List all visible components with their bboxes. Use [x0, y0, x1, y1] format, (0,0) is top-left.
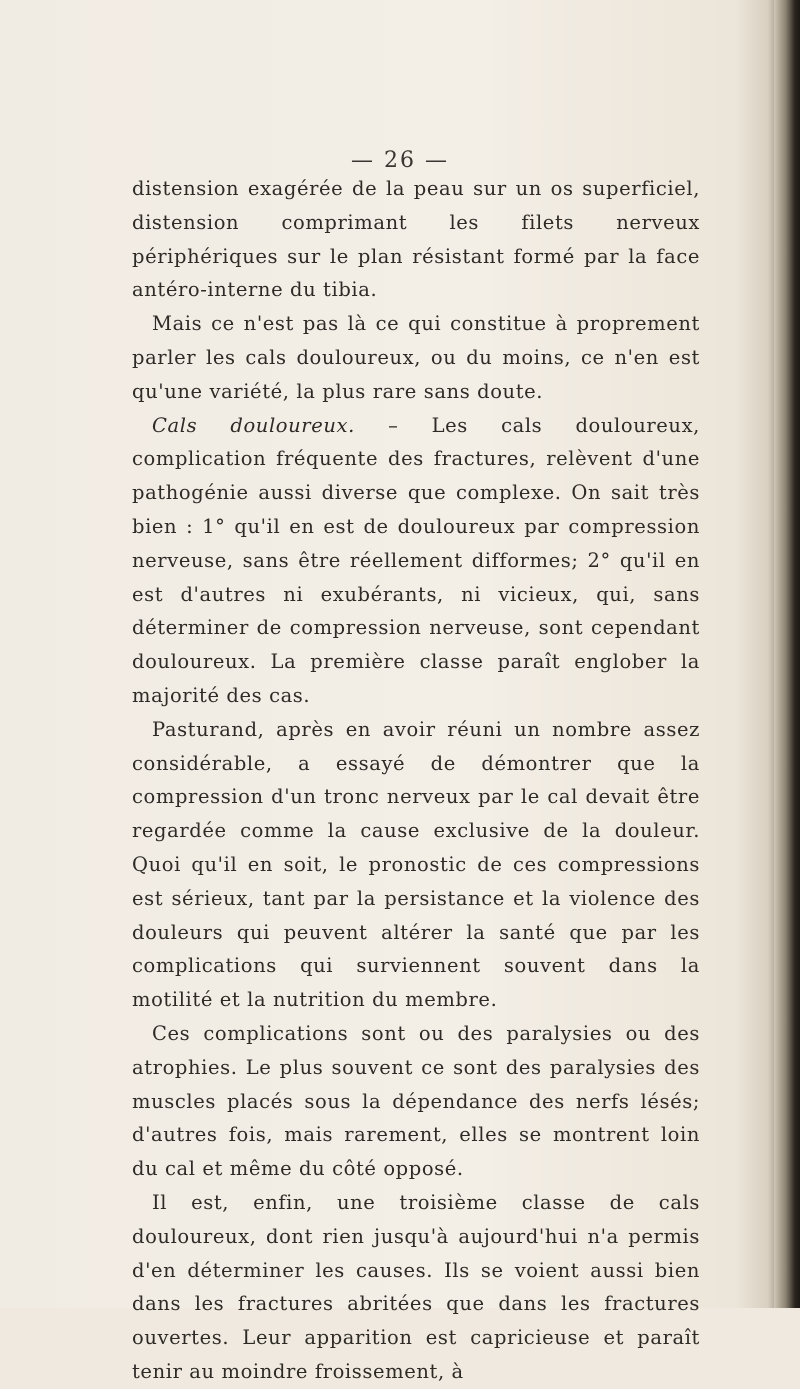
section-heading-cals-douloureux: Cals douloureux. [152, 413, 355, 437]
paragraph-3-text: – Les cals douloureux, complication fréquente des fractures, relèvent d'une pathogénie aussi diverse que complexe. On sait très bien : 1° qu'il en est de douloureux par compression nerveuse, sans être réellement difformes; 2° qu'il en est d'autres ni exubérants, ni vicieux, qui, sans déterminer de compression nerveuse, sont cependant douloureux. La première classe paraît englober la majorité des cas. [132, 413, 700, 707]
paragraph-1: distension exagérée de la peau sur un os superficiel, distension comprimant les filets nerveux périphériques sur le plan résistant formé par la face antéro-interne du tibia. [132, 177, 700, 302]
page-binding-edge [774, 0, 800, 1308]
paragraph-2: Mais ce n'est pas là ce qui constitue à proprement parler les cals douloureux, ou du moins, ce n'en est qu'une variété, la plus rare sans doute. [132, 312, 700, 403]
paragraph-3 [132, 409, 700, 713]
page-number-header: — 26 — [351, 148, 449, 173]
paragraph-4: Pasturand, après en avoir réuni un nombre assez considérable, a essayé de démontrer que la compression d'un tronc nerveux par le cal devait être regardée comme la cause exclusive de la douleur. Quoi qu'il en soit, le pronostic de ces compressions est sérieux, tant par la persistance et la violence des douleurs qui peuvent altérer la santé que par les complications qui surviennent souvent dans la motilité et la nutrition du membre. [132, 717, 700, 1012]
paragraph-5: Ces complications sont ou des paralysies ou des atrophies. Le plus souvent ce sont des paralysies des muscles placés sous la dépendance des nerfs lésés; d'autres fois, mais rarement, elles se montrent loin du cal et même du côté opposé. [132, 1021, 700, 1181]
page-body-text [132, 172, 700, 1389]
paragraph-6: Il est, enfin, une troisième classe de cals douloureux, dont rien jusqu'à aujourd'hui n'a permis d'en déterminer les causes. Ils se voient aussi bien dans les fractures abritées que dans les fractures ouvertes. Leur apparition est capricieuse et paraît tenir au moindre froissement, à [132, 1190, 700, 1383]
